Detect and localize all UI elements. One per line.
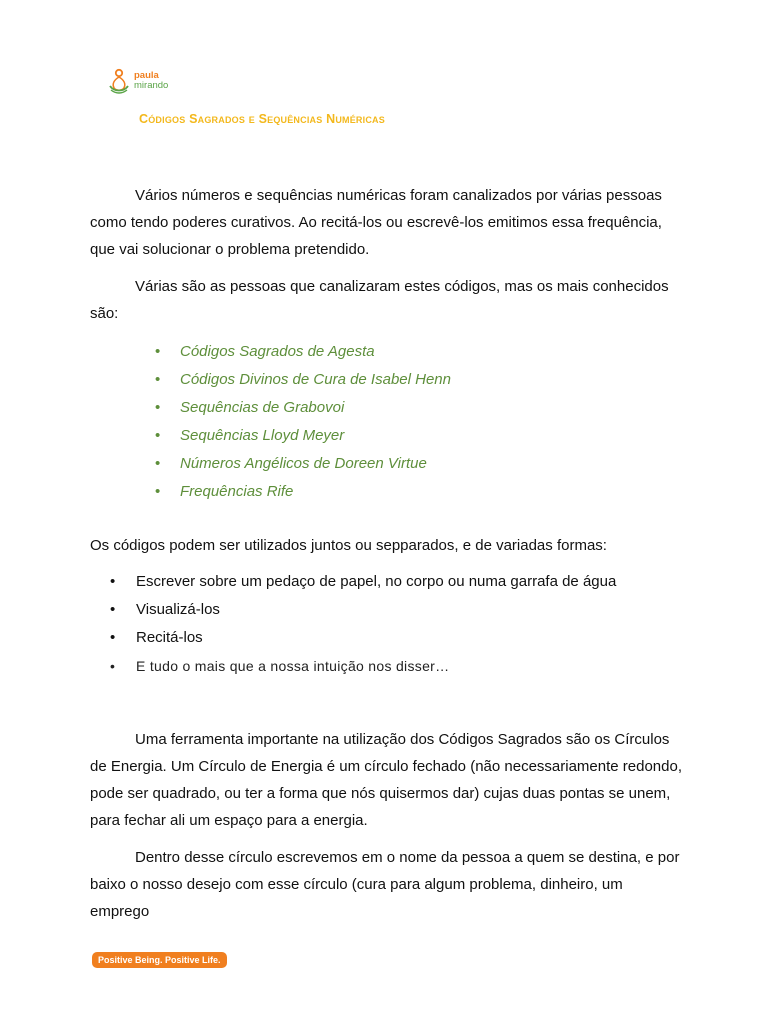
- circle-instructions-paragraph: Dentro desse círculo escrevemos em o nome da pessoa a quem se destina, e por baixo o nosso desejo com esse círculo (cura para algum problema, dinheiro, um emprego: [90, 849, 680, 920]
- bullet-icon: •: [155, 399, 161, 416]
- footer-tagline-badge: Positive Being. Positive Life.: [92, 952, 227, 968]
- energy-circles-paragraph: Uma ferramenta importante na utilização dos Códigos Sagrados são os Círculos de Energia. Um Círculo de Energia é um círculo fechado (não necessariamente redondo, pode ser quadrado, ou ter a forma que nós quisermos dar) cujas duas pontas se unem, para fechar ali um espaço para a energia.: [90, 731, 682, 829]
- list-item: • Recitá-los: [110, 624, 616, 652]
- intro-paragraph: Vários números e sequências numéricas foram canalizados por várias pessoas como tendo poderes curativos. Ao recitá-los ou escrevê-los emitimos essa frequência, que vai solucionar o problema pretendido.: [90, 187, 662, 258]
- bullet-icon: •: [155, 371, 161, 388]
- list-item: • Códigos Divinos de Cura de Isabel Henn: [155, 366, 451, 394]
- bullet-icon: •: [110, 658, 116, 674]
- list-item: • Sequências de Grabovoi: [155, 394, 451, 422]
- channelers-paragraph: Várias são as pessoas que canalizaram estes códigos, mas os mais conhecidos são:: [90, 278, 669, 322]
- logo-name-line2: mirando: [134, 80, 169, 91]
- list-item: • Visualizá-los: [110, 596, 616, 624]
- list-item: • Números Angélicos de Doreen Virtue: [155, 450, 451, 478]
- bullet-icon: •: [110, 573, 116, 590]
- usage-paragraph: Os códigos podem ser utilizados juntos ou sepparados, e de variadas formas:: [90, 537, 607, 554]
- list-item: • Frequências Rife: [155, 478, 451, 506]
- bullet-icon: •: [155, 343, 161, 360]
- bullet-icon: •: [110, 601, 116, 618]
- usage-list: [110, 568, 616, 680]
- bullet-icon: •: [110, 629, 116, 646]
- codes-list: [155, 338, 451, 506]
- bullet-icon: •: [155, 427, 161, 444]
- list-item: • Escrever sobre um pedaço de papel, no corpo ou numa garrafa de água: [110, 568, 616, 596]
- list-item: • Sequências Lloyd Meyer: [155, 422, 451, 450]
- list-item: • Códigos Sagrados de Agesta: [155, 338, 451, 366]
- list-item: • E tudo o mais que a nossa intuição nos disser…: [110, 652, 616, 680]
- bullet-icon: •: [155, 455, 161, 472]
- bullet-icon: •: [155, 483, 161, 500]
- page-title: Códigos Sagrados e Sequências Numéricas: [139, 112, 385, 126]
- logo-name-line1: paula: [134, 70, 159, 81]
- lotus-person-icon: [108, 68, 130, 94]
